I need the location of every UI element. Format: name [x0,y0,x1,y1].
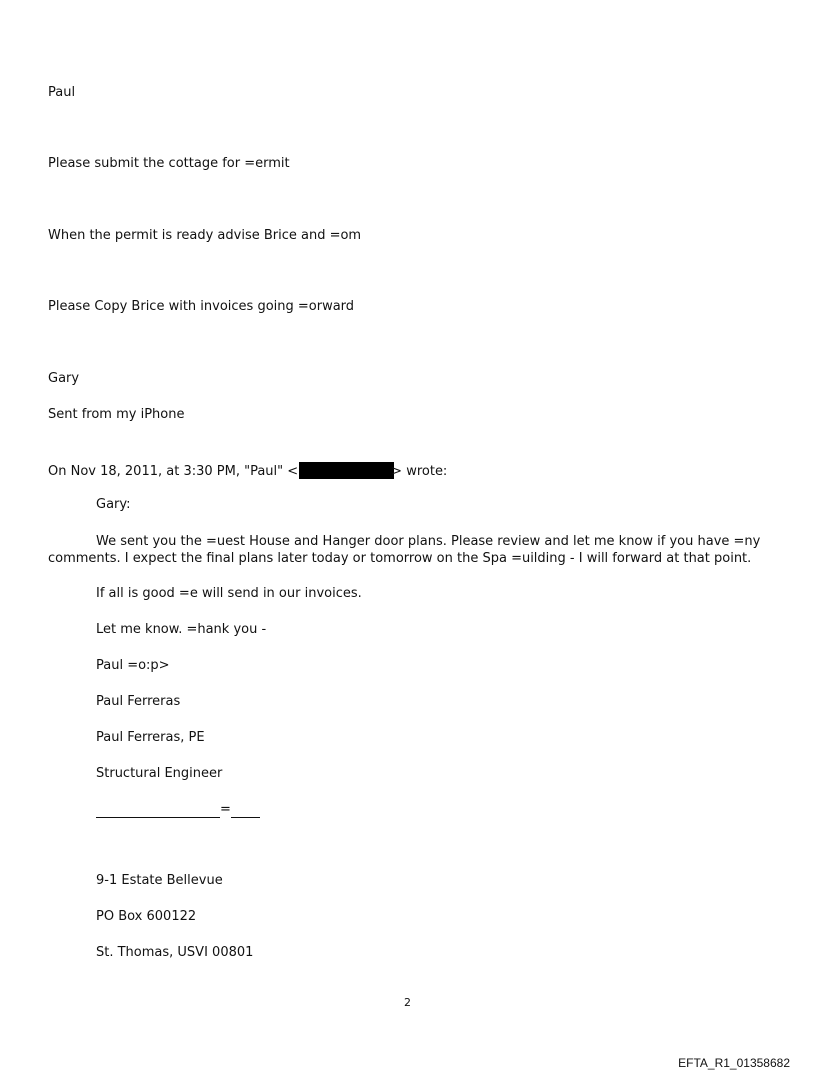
sent-from: Sent from my iPhone [48,407,185,422]
signature-name: Paul Ferreras [96,694,181,709]
quoted-invoices-line: If all is good =e will send in our invoices. [96,586,362,601]
body-line-invoices: Please Copy Brice with invoices going =orward [48,299,355,314]
address-line-1: 9-1 Estate Bellevue [96,873,223,888]
redaction-box [299,462,394,479]
rule-line [96,805,220,818]
quoted-paragraph [48,533,778,567]
body-line-advise: When the permit is ready advise Brice and =om [48,228,362,243]
quoted-sign: Paul =o:p> [96,658,170,673]
quoted-paragraph-text: We sent you the =uest House and Hanger door plans. Please review and let me know if you have =ny comments. I expect the final plans later today or tomorrow on the Spa =uilding - I will forward at that point. [48,534,761,566]
quote-header [48,462,447,480]
address-line-3: St. Thomas, USVI 00801 [96,945,254,960]
signature-rule [96,802,260,818]
page-number: 2 [404,996,411,1009]
quote-header-suffix: > wrote: [391,464,448,479]
quote-header-prefix: On Nov 18, 2011, at 3:30 PM, "Paul" < [48,464,299,479]
signoff: Gary [48,371,80,386]
salutation: Paul [48,85,76,100]
signature-role: Structural Engineer [96,766,223,781]
document-id: EFTA_R1_01358682 [678,1056,790,1070]
quoted-greeting: Gary: [96,497,131,512]
signature-name-title: Paul Ferreras, PE [96,730,205,745]
rule-equals: = [220,802,231,817]
quoted-thanks-line: Let me know. =hank you - [96,622,267,637]
rule-line-short [231,805,260,818]
body-line-permit: Please submit the cottage for =ermit [48,156,290,171]
address-line-2: PO Box 600122 [96,909,197,924]
